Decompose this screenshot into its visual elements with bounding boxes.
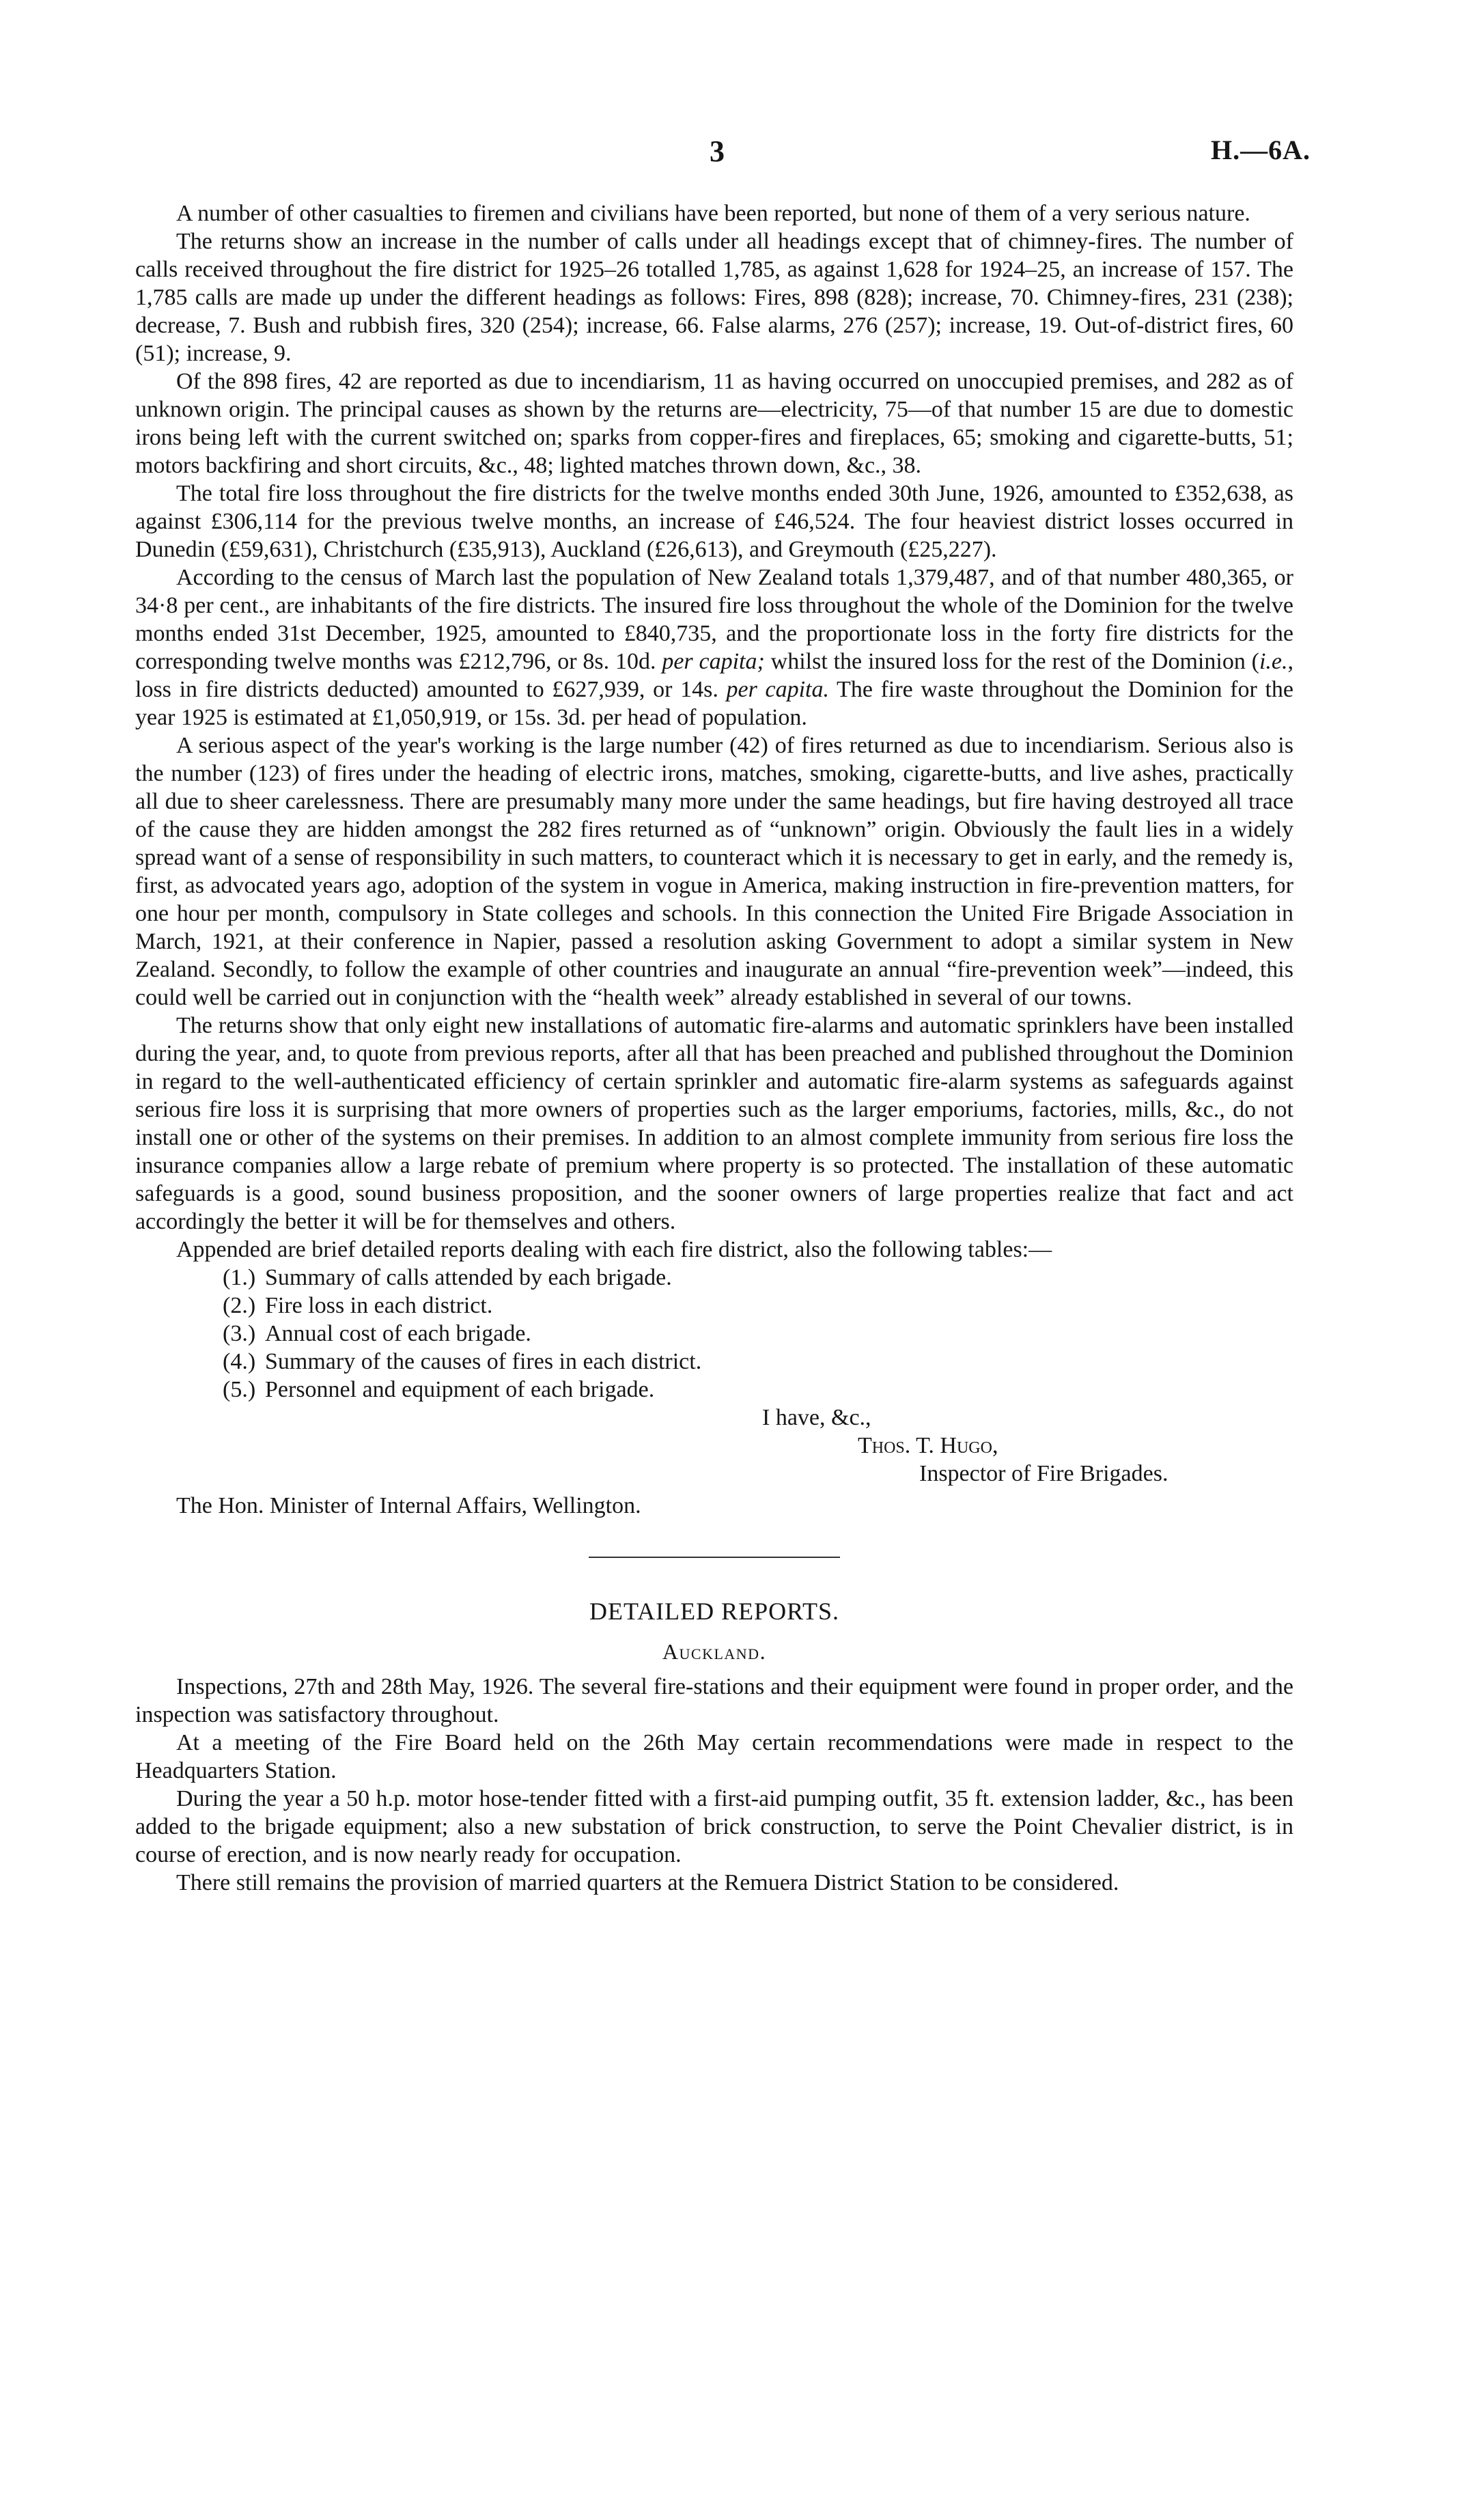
paragraph-causes: Of the 898 fires, 42 are reported as due to incendiarism, 11 as having occurred on unoccupied premises, and 282 as of unknown origin. The principal causes as shown by the returns are—electricity, 75—of that number 15 are due to domestic irons being left with the current switched on; sparks from copper-fires and fireplaces, 65; smoking and cigarette-butts, 51; motors backfiring and short circuits, &c., 48; lighted matches thrown down, &c., 38. (135, 369, 1293, 478)
paragraph-sprinklers: The returns show that only eight new installations of automatic fire-alarms and automatic sprinklers have been installed during the year, and, to quote from previous reports, after all that has been preached and published throughout the Dominion in regard to the well-authenticated efficiency of certain sprinkler and automatic fire-alarm systems as safeguards against serious fire loss it is surprising that more owners of properties such as the larger emporiums, factories, mills, &c., do not install one or other of the systems on their premises. In addition to an almost complete immunity from serious fire loss the insurance companies allow a large rebate of premium where property is so protected. The installation of these automatic safeguards is a good, sound business proposition, and the sooner owners of large properties realize that fact and act accordingly the better it will be for themselves and others. (135, 1013, 1293, 1234)
census-text-2: whilst the insured loss for the rest of the Dominion ( (770, 649, 1259, 674)
census-text-3: , loss in fire districts deducted) amounted to £627,939, or 14s. (135, 649, 1294, 702)
census-per-capita-1: per capita; (662, 649, 765, 674)
census-text-1: According to the census of March last the population of New Zealand totals 1,379,487, and of that number 480,365, or 34·8 per cent., are inhabitants of the fire districts. The insured fire loss throughout the whole of the Dominion for the twelve months ended 31st December, 1925, amounted to £840,735, and the proportionate loss in the forty fire districts for the corresponding twelve months was £212,796, or 8s. 10d. (135, 565, 1293, 674)
list-item-number: (5.) (223, 1377, 256, 1402)
page-number: 3 (710, 135, 725, 168)
list-item-number: (1.) (223, 1265, 256, 1290)
paragraph-auckland-meeting: At a meeting of the Fire Board held on the 26th May certain recommendations were made in respect to the Headquarters Station. (135, 1730, 1293, 1783)
list-item-number: (2.) (223, 1293, 256, 1318)
signature-block (135, 1404, 1293, 1488)
paragraph-casualties: A number of other casualties to firemen and civilians have been reported, but none of them of a very serious nature. (176, 201, 1250, 226)
list-item (135, 1320, 1293, 1348)
document-reference: H.—6A. (1211, 135, 1311, 165)
census-text-4: The fire waste throughout the Dominion for the year 1925 is estimated at £1,050,919, or 15s. 3d. per head of population. (135, 677, 1294, 730)
paragraph-auckland-equipment: During the year a 50 h.p. motor hose-tender fitted with a first-aid pumping outfit, 35 ft. extension ladder, &c., has been added to the brigade equipment; also a new substation of brick construction, to serve the Point Chevalier district, is in course of erection, and is now nearly ready for occupation. (135, 1786, 1293, 1867)
paragraph-auckland-quarters: There still remains the provision of married quarters at the Remuera District Station to be considered. (176, 1870, 1119, 1895)
paragraph-fire-loss: The total fire loss throughout the fire districts for the twelve months ended 30th June, 1926, amounted to £352,638, as against £306,114 for the previous twelve months, an increase of £46,524. The four heaviest district losses occurred in Dunedin (£59,631), Christchurch (£35,913), Auckland (£26,613), and Greymouth (£25,227). (135, 481, 1293, 562)
paragraph-auckland-inspection: Inspections, 27th and 28th May, 1926. The several fire-stations and their equipment were found in proper order, and the inspection was satisfactory throughout. (135, 1674, 1293, 1727)
list-item-text: Fire loss in each district. (265, 1293, 493, 1318)
addressee: The Hon. Minister of Internal Affairs, Wellington. (176, 1493, 641, 1518)
list-item (135, 1292, 1293, 1320)
signature-closing: I have, &c., (762, 1405, 871, 1430)
auckland-subheading: Auckland. (662, 1639, 767, 1664)
list-item-text: Personnel and equipment of each brigade. (265, 1377, 655, 1402)
paragraph-calls: The returns show an increase in the number of calls under all headings except that of chimney-fires. The number of calls received throughout the fire district for 1925–26 totalled 1,785, as against 1,628 for 1924–25, an increase of 157. The 1,785 calls are made up under the different headings as follows: Fires, 898 (828); increase, 70. Chimney-fires, 231 (238); decrease, 7. Bush and rubbish fires, 320 (254); increase, 66. False alarms, 276 (257); increase, 19. Out-of-district fires, 60 (51); increase, 9. (135, 229, 1293, 366)
paragraph-census (135, 563, 1293, 732)
paragraph-incendiarism: A serious aspect of the year's working is the large number (42) of fires returned as due to incendiarism. Serious also is the number (123) of fires under the heading of electric irons, matches, smoking, cigarette-butts, and live ashes, practically all due to sheer carelessness. There are presumably many more under the same headings, but fire having destroyed all trace of the cause they are hidden amongst the 282 fires returned as of “unknown” origin. Obviously the fault lies in a widely spread want of a sense of responsibility in such matters, to counteract which it is necessary to get in early, and the remedy is, first, as advocated years ago, adoption of the system in vogue in America, making instruction in fire-prevention matters, for one hour per month, compulsory in State colleges and schools. In this connection the United Fire Brigade Association in March, 1921, at their conference in Napier, passed a resolution asking Government to adopt a similar system in New Zealand. Secondly, to follow the example of other countries and inaugurate an annual “fire-prevention week”—indeed, this could well be carried out in conjunction with the “health week” already established in several of our towns. (135, 733, 1293, 1010)
list-item-text: Annual cost of each brigade. (265, 1321, 531, 1346)
detailed-reports-heading: DETAILED REPORTS. (589, 1598, 839, 1625)
list-item (135, 1376, 1293, 1404)
section-divider (589, 1557, 840, 1558)
list-item-number: (4.) (223, 1349, 256, 1374)
census-per-capita-2: per capita. (726, 677, 829, 702)
list-item (135, 1348, 1293, 1376)
tables-list (135, 1264, 1293, 1404)
list-item-number: (3.) (223, 1321, 256, 1346)
census-ie: i.e. (1259, 649, 1288, 674)
list-item (135, 1264, 1293, 1292)
signature-name: Thos. T. Hugo, (858, 1433, 998, 1458)
signature-title: Inspector of Fire Brigades. (919, 1461, 1168, 1486)
report-body (135, 199, 1293, 1897)
list-item-text: Summary of calls attended by each brigade. (265, 1265, 672, 1290)
list-item-text: Summary of the causes of fires in each district. (265, 1349, 702, 1374)
paragraph-appended: Appended are brief detailed reports dealing with each fire district, also the following tables:— (176, 1237, 1052, 1262)
